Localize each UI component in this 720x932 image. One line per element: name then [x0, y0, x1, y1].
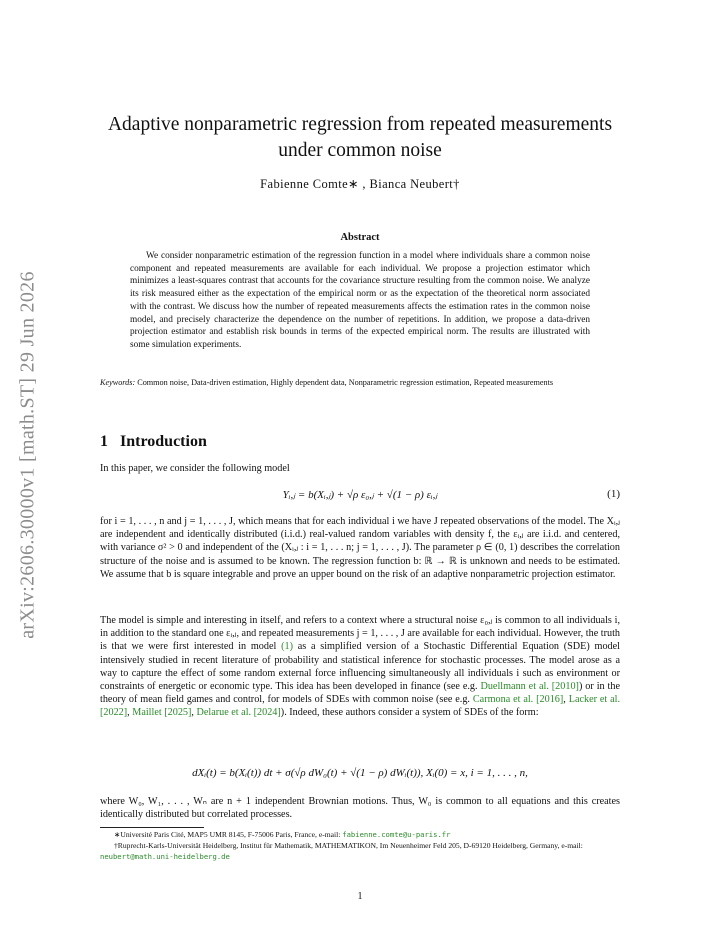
- footnote-1-text: ∗Université Paris Cité, MAP5 UMR 8145, F-75006 Paris, France, e-mail:: [114, 830, 343, 839]
- citation-link-lacker[interactable]: Lacker et al. [2022]: [100, 694, 621, 719]
- paragraph-2-a: The model is simple and interesting in itself, and refers to a context where a structural noise ε₀,ⱼ is common to all individuals i, in addition to the standard one εᵢ,ⱼ, and repeated measurements j = 1, . . . , J are available for each individual. However, the truth is that we were first interested in model: [100, 615, 621, 653]
- citation-link-delarue[interactable]: Delarue et al. [2024]: [196, 707, 281, 719]
- section-title: Introduction: [120, 433, 207, 450]
- footnote-1-email[interactable]: fabienne.comte@u-paris.fr: [342, 830, 451, 839]
- section-number: 1: [100, 433, 108, 450]
- citation-link-maillet[interactable]: Maillet [2025]: [132, 707, 192, 719]
- paper-authors: Fabienne Comte∗ , Bianca Neubert†: [260, 177, 460, 191]
- paragraph-1: for i = 1, . . . , n and j = 1, . . . , J, which means that for each individual i we have J repeated observations of the model. The Xᵢ,ⱼ are independent and identically distributed (i.i.d.) real-valued random variables with density f, the εᵢ,ⱼ are i.i.d. and centered, with variance σ² > 0 and independent of the (Xᵢ,ⱼ : i = 1, . . . n; j = 1, . . . , J). The parameter ρ ∈ (0, 1) describes the correlation structure of the noise and is assumed to be known. The regression function b: ℝ → ℝ is unknown and needs to be estimated. We assume that b is square integrable and prove an upper bound on the risk of an adaptive nonparametric projection estimator.: [100, 516, 620, 580]
- equation-2-text: dXᵢ(t) = b(Xᵢ(t)) dt + σ(√ρ dW₀(t) + √(1 − ρ) dWᵢ(t)), Xᵢ(0) = x, i = 1, . . . , n,: [192, 767, 528, 779]
- keywords-label: Keywords:: [100, 378, 136, 387]
- paper-title: Adaptive nonparametric regression from repeated measurements under common noise: [107, 114, 613, 161]
- paragraph-2-c: ) or in the theory of mean field games and control, for models of SDEs with common noise (see e.g.: [100, 681, 620, 706]
- equation-2: [100, 767, 620, 779]
- page-number: 1: [357, 891, 363, 902]
- paragraph-2: The model is simple and interesting in itself, and refers to a context where a structural noise ε₀,ⱼ is common to all individuals i, in addition to the standard one εᵢ,ⱼ, and repeated measurements j = 1, . . . , J are available for each individual. However, the truth is that we were first interested in model (1) as a simplified version of a Stochastic Differential Equation (SDE) model intensively studied in recent literature of probability and statistical inference for stochastic processes. The model arose as a way to capture the effect of some random external force influencing simultaneously all individuals i such as environment or constraints of energetic or economic type. This idea has been developed in finance (see e.g. Duellmann et al. [2010]) or in the theory of mean field games and control, for models of SDEs with common noise (see e.g. Carmona et al. [2016], Lacker et al. [2022], Maillet [2025], Delarue et al. [2024]). Indeed, these authors consider a system of SDEs of the form:: [100, 615, 621, 719]
- equation-ref-link[interactable]: (1): [281, 641, 293, 653]
- footnote-2-text: †Ruprecht-Karls-Universität Heidelberg, Institut für Mathematik, MATHEMATIKON, Im Neuenheimer Feld 205, D-69120 Heidelberg, Germany, e-mail:: [114, 841, 583, 850]
- footnote-rule: [100, 827, 204, 828]
- arxiv-stamp-text: arXiv:2606.30000v1 [math.ST] 29 Jun 2026: [16, 271, 39, 639]
- footnote-2-email[interactable]: neubert@math.uni-heidelberg.de: [100, 852, 230, 861]
- abstract-text: We consider nonparametric estimation of the regression function in a model where individuals share a common noise component and repeated measurements are available for each individual. We propose a projection estimator which minimizes a least-squares contrast that accounts for the covariance structure resulting from the common noise. We analyze its risk measured either as the expectation of the empirical norm or as the expectation of the theoretical norm associated with the contrast. We discuss how the number of repeated measurements affects the estimation rates in the common noise model, and precisely characterize the dependence on the number of repetitions. In addition, we propose a data-driven projection estimator and establish risk bounds in terms of the expected empirical norm. The results are illustrated with some simulation experiments.: [130, 251, 590, 350]
- footnotes: [100, 829, 620, 862]
- paragraph-2-b: as a simplified version of a Stochastic Differential Equation (SDE) model intensively studied in recent literature of probability and statistical inference for stochastic processes. The model arose as a way to capture the effect of some random external force influencing simultaneously all individuals i such as environment or constraints of energetic or economic type. This idea has been developed in finance (see e.g.: [100, 641, 620, 693]
- paragraph-2-d: ). Indeed, these authors consider a system of SDEs of the form:: [280, 707, 539, 719]
- abstract-heading: Abstract: [340, 232, 380, 243]
- section-heading: [100, 433, 207, 451]
- footnote-2: [100, 840, 620, 862]
- footnote-1: [100, 829, 620, 840]
- equation-1-label: (1): [607, 488, 620, 500]
- citation-link-carmona[interactable]: Carmona et al. [2016]: [472, 694, 564, 706]
- arxiv-stamp: [14, 250, 42, 660]
- paragraph-3: where W₀, W₁, . . . , Wₙ are n + 1 independent Brownian motions. Thus, W₀ is common to all equations and this creates identically distributed but correlated processes.: [100, 796, 620, 821]
- citation-link-duellmann[interactable]: Duellmann et al. [2010]: [480, 681, 579, 693]
- equation-1-text: Yᵢ,ⱼ = b(Xᵢ,ⱼ) + √ρ ε₀,ⱼ + √(1 − ρ) εᵢ,ⱼ: [282, 489, 438, 501]
- keywords: [100, 377, 620, 388]
- intro-line: In this paper, we consider the following model: [100, 463, 290, 474]
- equation-1: [100, 488, 620, 501]
- keywords-text: Common noise, Data-driven estimation, Highly dependent data, Nonparametric regression estimation, Repeated measurements: [137, 378, 554, 387]
